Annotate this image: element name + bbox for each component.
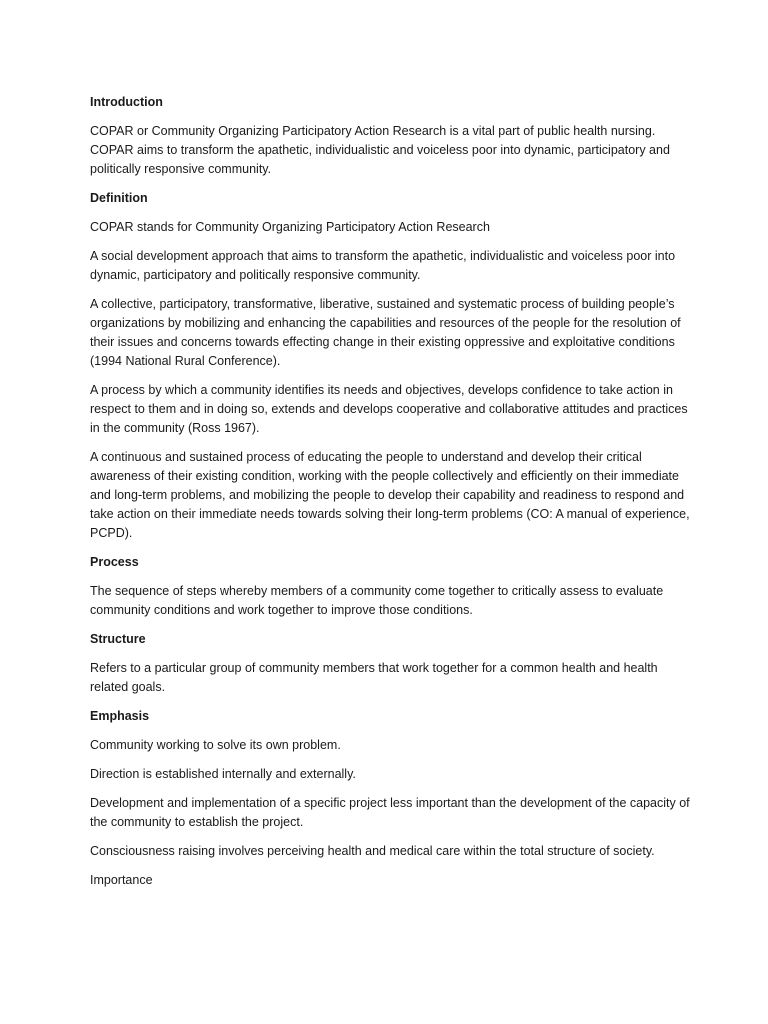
paragraph-emphasis-3: Development and implementation of a specific project less important than the development of the capacity of the community to establish the project.	[90, 796, 690, 829]
paragraph-definition-4: A process by which a community identifies its needs and objectives, develops confidence to take action in respect to them and in doing so, extends and develops cooperative and collaborative attitudes and practices in the community (Ross 1967).	[90, 383, 688, 435]
paragraph-definition-5: A continuous and sustained process of educating the people to understand and develop their critical awareness of their existing condition, working with the people collectively and efficiently on their immediate and long-term problems, and mobilizing the people to develop their capability and readiness to respond and take action on their immediate needs towards solving their long-term problems (CO: A manual of experience, PCPD).	[90, 450, 690, 540]
document-page	[90, 93, 690, 900]
paragraph-emphasis-1: Community working to solve its own problem.	[90, 738, 341, 752]
heading-introduction: Introduction	[90, 95, 163, 109]
paragraph-definition-2: A social development approach that aims to transform the apathetic, individualistic and voiceless poor into dynamic, participatory and politically responsive community.	[90, 249, 676, 282]
paragraph-emphasis-2: Direction is established internally and externally.	[90, 767, 356, 781]
heading-process: Process	[90, 555, 139, 569]
paragraph-process: The sequence of steps whereby members of a community come together to critically assess to evaluate community conditions and work together to improve those conditions.	[90, 584, 664, 617]
heading-structure: Structure	[90, 632, 146, 646]
paragraph-structure: Refers to a particular group of community members that work together for a common health and health related goals.	[90, 661, 658, 694]
paragraph-definition-3: A collective, participatory, transformative, liberative, sustained and systematic process of building people’s organizations by mobilizing and enhancing the capabilities and resources of the people for the resolution of their issues and concerns towards effecting change in their existing oppressive and exploitative conditions (1994 National Rural Conference).	[90, 297, 681, 368]
paragraph-importance: Importance	[90, 873, 153, 887]
heading-definition: Definition	[90, 191, 148, 205]
paragraph-definition-1: COPAR stands for Community Organizing Participatory Action Research	[90, 220, 490, 234]
paragraph-emphasis-4: Consciousness raising involves perceiving health and medical care within the total structure of society.	[90, 844, 655, 858]
heading-emphasis: Emphasis	[90, 709, 150, 723]
paragraph-introduction: COPAR or Community Organizing Participatory Action Research is a vital part of public health nursing. COPAR aims to transform the apathetic, individualistic and voiceless poor into dynamic, participatory and politically responsive community.	[90, 124, 670, 176]
